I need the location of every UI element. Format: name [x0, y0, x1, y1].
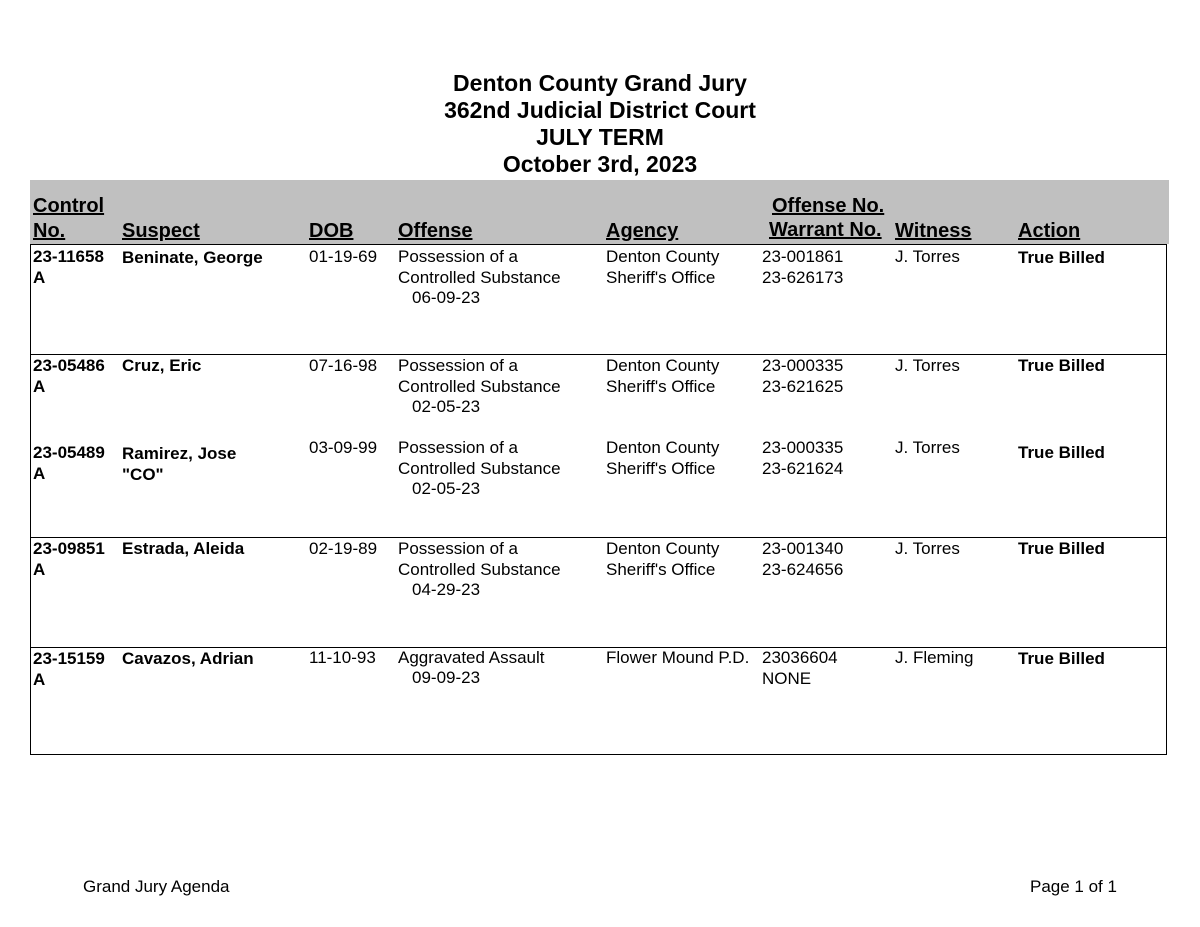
agency: Denton County: [606, 247, 720, 266]
suspect-name: Estrada, Aleida: [122, 539, 245, 558]
header-control-no: No.: [33, 220, 66, 242]
offense-date: 06-09-23: [412, 288, 481, 307]
offense-no: 23-001861: [762, 247, 844, 266]
footer-title: Grand Jury Agenda: [83, 877, 230, 896]
offense-line-2: Controlled Substance: [398, 377, 561, 396]
header-agency: Agency: [606, 220, 679, 242]
action: True Billed: [1018, 443, 1105, 462]
header-witness: Witness: [895, 220, 972, 242]
title-line-2: 362nd Judicial District Court: [444, 97, 756, 123]
offense-date: 09-09-23: [412, 668, 481, 687]
offense-date: 04-29-23: [412, 580, 481, 599]
warrant-no: 23-621624: [762, 459, 844, 478]
page-number: Page 1 of 1: [1030, 877, 1117, 896]
offense-line-2: Controlled Substance: [398, 459, 561, 478]
offense-no: 23-000335: [762, 356, 844, 375]
action: True Billed: [1018, 539, 1105, 558]
header-dob: DOB: [309, 220, 354, 242]
control-no: 23-11658: [33, 247, 104, 266]
offense: Possession of a: [398, 438, 519, 457]
table-header: [30, 180, 1169, 244]
witness: J. Torres: [895, 356, 960, 375]
warrant-no: NONE: [762, 669, 812, 688]
header-warrant-no: Warrant No.: [769, 219, 882, 241]
agency: Denton County: [606, 356, 720, 375]
offense-line-2: Controlled Substance: [398, 560, 561, 579]
control-no: 23-05486: [33, 356, 105, 375]
agency: Denton County: [606, 539, 720, 558]
offense: Possession of a: [398, 539, 519, 558]
control-no: 23-15159: [33, 649, 105, 668]
witness: J. Torres: [895, 247, 960, 266]
agency-line-2: Sheriff's Office: [606, 377, 716, 396]
dob: 02-19-89: [309, 539, 378, 558]
witness: J. Fleming: [895, 648, 974, 667]
agency: Denton County: [606, 438, 720, 457]
control-suffix: A: [33, 670, 46, 689]
suspect-name: Cavazos, Adrian: [122, 649, 254, 668]
control-suffix: A: [33, 268, 46, 287]
title-line-3: JULY TERM: [536, 124, 664, 150]
witness: J. Torres: [895, 438, 960, 457]
warrant-no: 23-624656: [762, 560, 844, 579]
offense: Possession of a: [398, 247, 519, 266]
header-action: Action: [1018, 220, 1081, 242]
action: True Billed: [1018, 356, 1105, 375]
header-offense-no: Offense No.: [772, 195, 885, 217]
warrant-no: 23-621625: [762, 377, 844, 396]
dob: 03-09-99: [309, 438, 378, 457]
offense-date: 02-05-23: [412, 397, 481, 416]
control-suffix: A: [33, 377, 46, 396]
dob: 11-10-93: [309, 648, 376, 667]
control-no: 23-05489: [33, 443, 105, 462]
warrant-no: 23-626173: [762, 268, 844, 287]
suspect-alias: "CO": [122, 465, 164, 484]
agenda-table: [30, 244, 1167, 755]
agency-line-2: Sheriff's Office: [606, 459, 716, 478]
suspect-name: Ramirez, Jose: [122, 444, 237, 463]
agency-line-2: Sheriff's Office: [606, 560, 716, 579]
action: True Billed: [1018, 248, 1105, 267]
control-suffix: A: [33, 464, 46, 483]
control-suffix: A: [33, 560, 46, 579]
header-offense: Offense: [398, 220, 473, 242]
title-line-1: Denton County Grand Jury: [453, 70, 747, 96]
suspect-name: Beninate, George: [122, 248, 263, 267]
offense-line-2: Controlled Substance: [398, 268, 561, 287]
witness: J. Torres: [895, 539, 960, 558]
agency: Flower Mound P.D.: [606, 648, 750, 667]
dob: 07-16-98: [309, 356, 378, 375]
offense-no: 23036604: [762, 648, 838, 667]
header-suspect: Suspect: [122, 220, 200, 242]
dob: 01-19-69: [309, 247, 378, 266]
action: True Billed: [1018, 649, 1105, 668]
suspect-name: Cruz, Eric: [122, 356, 202, 375]
offense: Possession of a: [398, 356, 519, 375]
document-title: [0, 70, 1200, 178]
offense-no: 23-001340: [762, 539, 844, 558]
offense-no: 23-000335: [762, 438, 844, 457]
title-line-4: October 3rd, 2023: [502, 151, 698, 177]
header-control: Control: [33, 195, 105, 217]
control-no: 23-09851: [33, 539, 105, 558]
offense-date: 02-05-23: [412, 479, 481, 498]
agency-line-2: Sheriff's Office: [606, 268, 716, 287]
offense: Aggravated Assault: [398, 648, 545, 667]
